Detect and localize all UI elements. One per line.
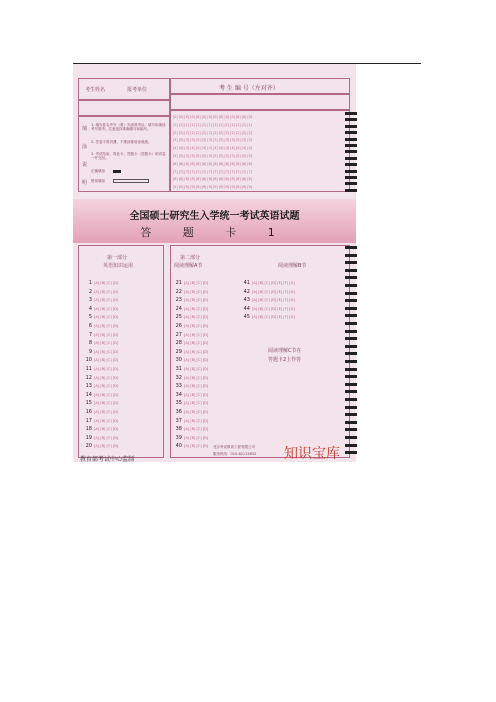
part2-subtitle-b: 阅读理解B节	[278, 263, 307, 269]
question-number: 39	[175, 434, 182, 441]
answer-bubbles[interactable]: [A] [B] [C] [D]	[94, 401, 119, 406]
question-number: 28	[175, 340, 182, 347]
answer-bubbles[interactable]: [A] [B] [C] [D]	[184, 435, 209, 440]
question-number: 13	[85, 383, 92, 390]
part1-question-row[interactable]	[83, 426, 118, 432]
digit-row[interactable]: [1] [1] [1] [1] [1] [1] [1] [1] [1] [1] [1] [1] [1] [1]	[173, 122, 253, 127]
authority-label: 教育部考试中心监制	[80, 456, 135, 463]
part1-question-row[interactable]	[83, 289, 118, 295]
timing-mark	[345, 269, 357, 272]
part2a-question-row[interactable]	[173, 289, 208, 295]
part2-subtitle-a: 阅读理解A节	[174, 263, 203, 269]
digit-row[interactable]: [7] [7] [7] [7] [7] [7] [7] [7] [7] [7] [7] [7] [7] [7]	[173, 169, 253, 174]
answer-bubbles[interactable]: [A] [B] [C] [D]	[94, 418, 119, 423]
timing-mark	[345, 163, 357, 166]
part2b-question-row[interactable]	[241, 314, 295, 320]
answer-bubbles[interactable]: [A] [B] [C] [D]	[94, 341, 119, 346]
part1-question-row[interactable]	[83, 392, 118, 398]
answer-bubbles[interactable]: [A] [B] [C] [D]	[94, 349, 119, 354]
part1-question-row[interactable]	[83, 357, 118, 363]
answer-bubbles[interactable]: [A] [B] [C] [D] [E] [F] [G]	[252, 298, 295, 303]
timing-mark	[345, 170, 357, 173]
question-number: 10	[85, 357, 92, 364]
timing-mark	[345, 299, 357, 302]
question-number: 42	[243, 288, 250, 295]
question-number: 23	[175, 297, 182, 304]
note-3: 3. 考试结束，将此卡，答题卡（答题卡）和试卷一并交回。	[91, 152, 166, 160]
question-number: 21	[175, 280, 182, 286]
question-number: 18	[85, 426, 92, 433]
digit-row[interactable]: [2] [2] [2] [2] [2] [2] [2] [2] [2] [2] [2] [2] [2] [2]	[173, 130, 253, 135]
timing-mark	[345, 157, 357, 160]
timing-mark	[345, 398, 357, 401]
answer-bubbles[interactable]: [A] [B] [C] [D]	[184, 315, 209, 320]
name-unit-box	[78, 78, 170, 100]
question-number: 25	[175, 314, 182, 321]
part1-question-row[interactable]	[83, 375, 118, 381]
question-number: 44	[243, 305, 250, 312]
part2b-question-row[interactable]	[241, 306, 295, 312]
name-label: 考生姓名	[85, 87, 106, 93]
answer-bubbles[interactable]: [A] [B] [C] [D]	[184, 332, 209, 337]
wrong-fill-label: 错误填涂	[91, 179, 105, 183]
answer-bubbles[interactable]: [A] [B] [C] [D]	[184, 358, 209, 363]
part1-question-row[interactable]	[83, 314, 118, 320]
question-number: 8	[88, 340, 92, 347]
printer-label: 北京考试教育工程有限公司	[213, 445, 255, 449]
part2a-question-row[interactable]	[173, 400, 208, 406]
correct-fill-sample	[113, 170, 121, 173]
part2a-question-row[interactable]	[173, 280, 208, 286]
answer-bubbles[interactable]: [A] [B] [C] [D]	[94, 427, 119, 432]
part2-box	[170, 245, 350, 458]
timing-mark	[345, 330, 357, 333]
part2a-question-row[interactable]	[173, 297, 208, 303]
part2-title: 第二部分	[180, 255, 201, 261]
timing-mark	[345, 337, 357, 340]
timing-mark	[345, 413, 357, 416]
section-c-note-1: 阅读理解C节在	[268, 348, 302, 354]
timing-mark	[345, 144, 357, 147]
timing-mark	[345, 261, 357, 264]
answer-bubbles[interactable]: [A] [B] [C] [D]	[184, 427, 209, 432]
answer-bubbles[interactable]: [A] [B] [C] [D]	[184, 306, 209, 311]
part2a-question-row[interactable]	[173, 409, 208, 415]
timing-mark	[345, 345, 357, 348]
timing-mark	[345, 284, 357, 287]
exam-title: 全国硕士研究生入学统一考试英语试题	[129, 211, 300, 222]
timing-mark	[345, 125, 357, 128]
answer-bubbles[interactable]: [A] [B] [C] [D] [E] [F] [G]	[252, 281, 295, 285]
part1-question-row[interactable]	[83, 383, 118, 389]
side-title-2: 涂	[82, 144, 88, 150]
card-subtitle: 答 题 卡 1	[140, 226, 289, 239]
answer-bubbles[interactable]: [A] [B] [C] [D]	[184, 341, 209, 346]
question-number: 2	[88, 288, 92, 295]
timing-mark	[345, 246, 357, 249]
answer-bubbles[interactable]: [A] [B] [C] [D]	[184, 349, 209, 354]
timing-mark	[345, 428, 357, 431]
timing-mark	[345, 383, 357, 386]
digit-row[interactable]: [6] [6] [6] [6] [6] [6] [6] [6] [6] [6] [6] [6] [6] [6]	[173, 161, 253, 166]
question-number: 9	[88, 348, 92, 355]
part1-question-row[interactable]	[83, 349, 118, 355]
timing-mark	[345, 406, 357, 409]
part2a-question-row[interactable]	[173, 383, 208, 389]
question-number: 14	[85, 391, 92, 398]
timing-mark	[345, 390, 357, 393]
timing-mark	[345, 118, 357, 121]
part2a-question-row[interactable]	[173, 357, 208, 363]
question-number: 19	[85, 434, 92, 441]
answer-bubbles[interactable]: [A] [B] [C] [D]	[94, 410, 119, 414]
question-number: 4	[88, 305, 92, 312]
question-number: 5	[88, 314, 92, 321]
part1-question-row[interactable]	[83, 280, 118, 286]
question-number: 40	[175, 443, 182, 450]
answer-bubbles[interactable]: [A] [B] [C] [D]	[94, 358, 119, 363]
answer-bubbles[interactable]: [A] [B] [C] [D]	[184, 281, 209, 285]
answer-bubbles[interactable]: [A] [B] [C] [D]	[184, 384, 209, 389]
question-number: 20	[85, 443, 92, 450]
answer-bubbles[interactable]: [A] [B] [C] [D]	[94, 298, 119, 303]
answer-bubbles[interactable]: [A] [B] [C] [D]	[184, 444, 209, 449]
part2a-question-row[interactable]	[173, 340, 208, 346]
timing-mark	[345, 131, 357, 134]
side-title-1: 填	[82, 126, 88, 132]
question-number: 33	[175, 383, 182, 390]
watermark-stamp: 知识宝库	[284, 446, 340, 462]
part2a-question-row[interactable]	[173, 314, 208, 320]
part2a-question-row[interactable]	[173, 426, 208, 432]
part2a-question-row[interactable]	[173, 366, 208, 372]
digit-row[interactable]: [9] [9] [9] [9] [9] [9] [9] [9] [9] [9] [9] [9] [9] [9]	[173, 185, 253, 190]
question-number: 30	[175, 357, 182, 364]
question-number: 26	[175, 323, 182, 329]
answer-bubbles[interactable]: [A] [B] [C] [D]	[94, 315, 119, 320]
part1-question-row[interactable]	[83, 340, 118, 346]
part2a-question-row[interactable]	[173, 443, 208, 449]
part2a-question-row[interactable]	[173, 375, 208, 381]
part2a-question-row[interactable]	[173, 332, 208, 338]
question-number: 38	[175, 426, 182, 433]
part1-question-row[interactable]	[83, 323, 118, 329]
digit-row[interactable]: [0] [0] [0] [0] [0] [0] [0] [0] [0] [0] [0] [0] [0] [0]	[173, 115, 253, 119]
question-number: 36	[175, 409, 182, 415]
title-banner	[73, 199, 356, 243]
answer-bubbles[interactable]: [A] [B] [C] [D]	[184, 375, 209, 380]
answer-bubbles[interactable]: [A] [B] [C] [D] [E] [F] [G]	[252, 315, 295, 320]
section-c-note-2: 答题卡2上作答	[268, 357, 302, 363]
question-number: 35	[175, 400, 182, 407]
part1-subtitle: 英语知识运用	[103, 263, 134, 269]
phone-label: 服务热线：010-62115632	[213, 452, 257, 456]
question-number: 43	[243, 297, 250, 304]
timing-mark	[345, 182, 357, 185]
note-2: 2. 答卷不准折叠，不准涂抹用涂改液。	[91, 140, 152, 144]
id-digit-grid[interactable]	[170, 110, 350, 192]
question-number: 17	[85, 417, 92, 424]
timing-mark	[345, 307, 357, 310]
timing-mark	[345, 421, 357, 424]
timing-mark	[345, 444, 357, 447]
answer-bubbles[interactable]: [A] [B] [C] [D]	[184, 289, 209, 294]
answer-bubbles[interactable]: [A] [B] [C] [D]	[94, 392, 119, 397]
part2a-question-row[interactable]	[173, 349, 208, 355]
id-header	[170, 78, 350, 94]
timing-mark	[345, 138, 357, 141]
timing-mark	[345, 352, 357, 355]
answer-bubbles[interactable]: [A] [B] [C] [D]	[184, 418, 209, 423]
answer-bubbles[interactable]: [A] [B] [C] [D] [E] [F] [G]	[252, 289, 295, 294]
part1-question-row[interactable]	[83, 297, 118, 303]
part1-question-row[interactable]	[83, 443, 118, 449]
answer-sheet	[73, 64, 356, 462]
answer-bubbles[interactable]: [A] [B] [C] [D] [E] [F] [G]	[252, 306, 295, 311]
question-number: 3	[88, 297, 92, 304]
part2a-question-row[interactable]	[173, 435, 208, 441]
question-number: 12	[85, 374, 92, 381]
digit-row[interactable]: [3] [3] [3] [3] [3] [3] [3] [3] [3] [3] [3] [3] [3] [3]	[173, 138, 253, 143]
question-number: 27	[175, 331, 182, 338]
answer-bubbles[interactable]: [A] [B] [C] [D]	[184, 401, 209, 406]
answer-bubbles[interactable]: [A] [B] [C] [D]	[94, 306, 119, 311]
part1-question-row[interactable]	[83, 306, 118, 312]
answer-bubbles[interactable]: [A] [B] [C] [D]	[184, 298, 209, 303]
question-number: 11	[85, 366, 92, 372]
unit-label: 报考单位	[127, 87, 148, 93]
digit-row[interactable]: [5] [5] [5] [5] [5] [5] [5] [5] [5] [5] [5] [5] [5] [5]	[173, 154, 253, 158]
question-number: 29	[175, 348, 182, 355]
part1-question-row[interactable]	[83, 435, 118, 441]
timing-mark	[345, 375, 357, 378]
part2a-question-row[interactable]	[173, 418, 208, 424]
timing-mark	[345, 176, 357, 179]
answer-bubbles[interactable]: [A] [B] [C] [D]	[184, 410, 209, 414]
part1-question-row[interactable]	[83, 400, 118, 406]
id-label: 考 生 编 号（左对齐）	[219, 85, 279, 92]
part2a-question-row[interactable]	[173, 392, 208, 398]
part1-question-row[interactable]	[83, 409, 118, 415]
correct-fill-label: 正确填涂	[91, 169, 105, 173]
question-number: 1	[88, 280, 92, 286]
timing-mark	[345, 112, 357, 115]
part2a-question-row[interactable]	[173, 323, 208, 329]
answer-bubbles[interactable]: [A] [B] [C] [D]	[94, 435, 119, 440]
question-number: 22	[175, 288, 182, 295]
timing-mark	[345, 292, 357, 295]
id-write-cells[interactable]	[170, 94, 350, 110]
part2b-question-row[interactable]	[241, 289, 295, 295]
answer-bubbles[interactable]: [A] [B] [C] [D]	[94, 444, 119, 449]
question-number: 16	[85, 409, 92, 415]
question-number: 7	[88, 331, 92, 338]
question-number: 24	[175, 305, 182, 312]
answer-bubbles[interactable]: [A] [B] [C] [D]	[94, 332, 119, 337]
part1-question-row[interactable]	[83, 366, 118, 372]
answer-bubbles[interactable]: [A] [B] [C] [D]	[94, 281, 119, 285]
question-number: 6	[88, 323, 92, 329]
timing-mark	[345, 451, 357, 454]
question-number: 45	[243, 314, 250, 321]
timing-mark	[345, 254, 357, 257]
part2a-question-row[interactable]	[173, 306, 208, 312]
timing-mark	[345, 322, 357, 325]
question-number: 37	[175, 417, 182, 424]
digit-row[interactable]: [4] [4] [4] [4] [4] [4] [4] [4] [4] [4] [4] [4] [4] [4]	[173, 146, 253, 151]
part1-question-row[interactable]	[83, 332, 118, 338]
timing-mark	[345, 150, 357, 153]
answer-bubbles[interactable]: [A] [B] [C] [D]	[94, 289, 119, 294]
timing-mark	[345, 314, 357, 317]
question-number: 31	[175, 366, 182, 372]
side-title-4: 明	[82, 180, 88, 186]
part2b-question-row[interactable]	[241, 280, 295, 286]
instructions-box	[78, 116, 170, 192]
answer-bubbles[interactable]: [A] [B] [C] [D]	[94, 324, 119, 328]
timing-mark	[345, 276, 357, 279]
digit-row[interactable]: [8] [8] [8] [8] [8] [8] [8] [8] [8] [8] [8] [8] [8] [8]	[173, 177, 253, 182]
question-number: 41	[243, 280, 250, 286]
timing-mark	[345, 436, 357, 439]
part1-question-row[interactable]	[83, 418, 118, 424]
part1-box	[78, 245, 164, 458]
answer-bubbles[interactable]: [A] [B] [C] [D]	[94, 375, 119, 380]
timing-mark	[345, 360, 357, 363]
answer-bubbles[interactable]: [A] [B] [C] [D]	[94, 384, 119, 389]
part2b-question-row[interactable]	[241, 297, 295, 303]
answer-bubbles[interactable]: [A] [B] [C] [D]	[184, 367, 209, 371]
side-title-3: 说	[82, 162, 88, 168]
answer-bubbles[interactable]: [A] [B] [C] [D]	[184, 392, 209, 397]
timing-mark	[345, 368, 357, 371]
part1-title: 第一部分	[107, 255, 128, 261]
timing-mark	[345, 189, 357, 192]
note-1: 1. 填写姓名考号（要）先涂准考证、填写和填涂考号准考。注意选择准确填写和编号。	[91, 123, 166, 131]
answer-bubbles[interactable]: [A] [B] [C] [D]	[94, 367, 119, 371]
answer-bubbles[interactable]: [A] [B] [C] [D]	[184, 324, 209, 328]
question-number: 32	[175, 374, 182, 381]
name-blank[interactable]	[78, 100, 170, 116]
wrong-fill-samples	[113, 179, 149, 183]
question-number: 15	[85, 400, 92, 407]
question-number: 34	[175, 391, 182, 398]
